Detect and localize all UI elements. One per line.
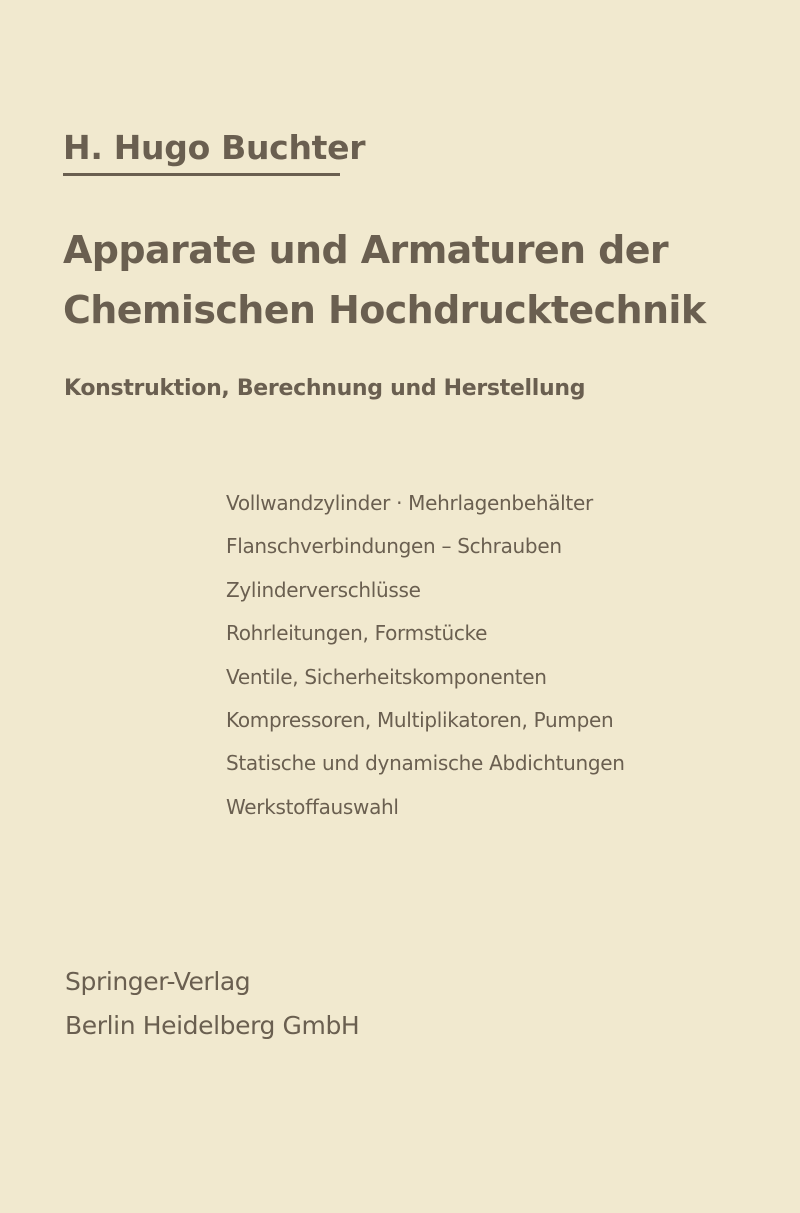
topic-item: Kompressoren, Multiplikatoren, Pumpen — [226, 708, 614, 733]
topic-item: Flanschverbindungen – Schrauben — [226, 534, 562, 559]
publisher-name: Springer-Verlag — [65, 967, 251, 996]
title-line-1: Apparate und Armaturen der — [63, 228, 669, 272]
topic-item: Werkstoffauswahl — [226, 794, 399, 819]
topic-item: Statische und dynamische Abdichtungen — [226, 751, 625, 776]
author-underline — [63, 173, 340, 176]
publisher — [65, 960, 359, 1048]
topic-item: Zylinderverschlüsse — [226, 577, 421, 602]
topic-item: Ventile, Sicherheitskomponenten — [226, 664, 547, 689]
topic-item: Vollwandzylinder · Mehrlagenbehälter — [226, 491, 593, 515]
publisher-location: Berlin Heidelberg GmbH — [65, 1011, 360, 1040]
book-title — [63, 220, 706, 340]
author-name: H. Hugo Buchter — [63, 128, 366, 167]
title-line-2: Chemischen Hochdrucktechnik — [63, 288, 706, 332]
topic-list — [226, 482, 625, 829]
topic-item: Rohrleitungen, Formstücke — [226, 621, 488, 646]
book-subtitle: Konstruktion, Berechnung und Herstellung — [64, 376, 586, 401]
